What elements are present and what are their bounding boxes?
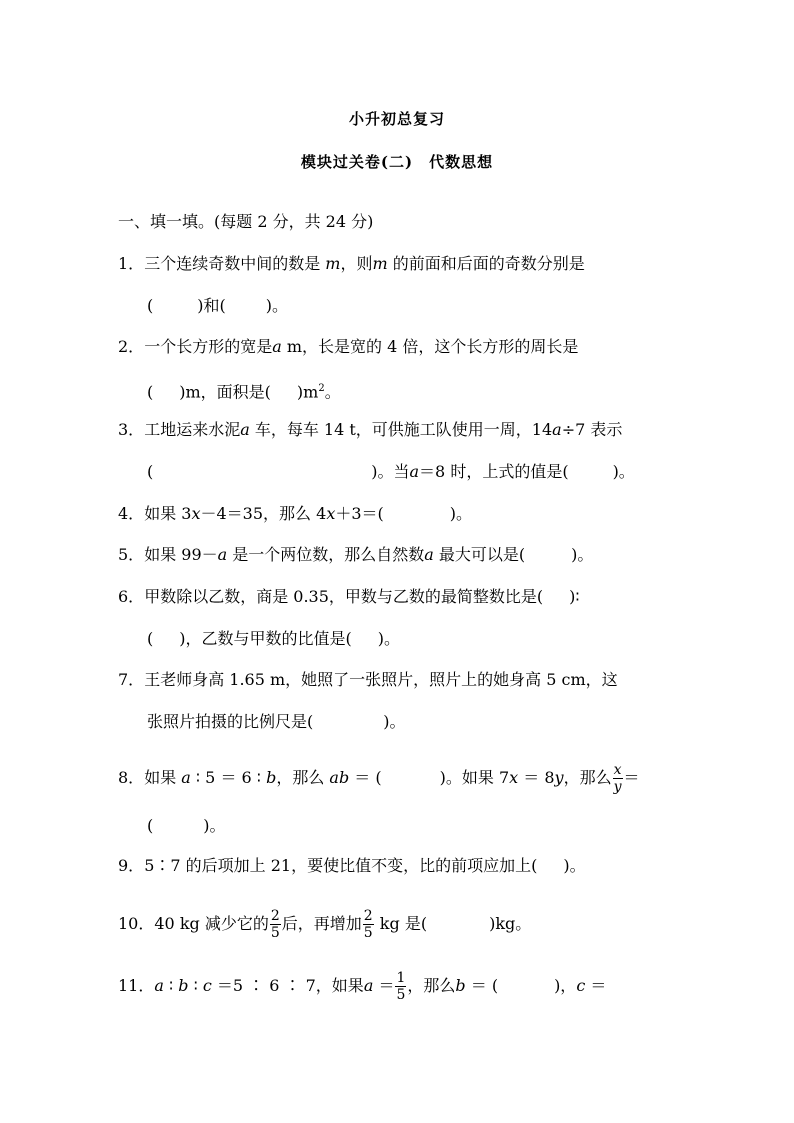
question-number: 10． xyxy=(118,914,155,933)
question-text: 是一个两位数，那么自然数 xyxy=(227,545,425,564)
variable: m xyxy=(372,254,388,273)
variable: c xyxy=(202,976,212,995)
variable: a xyxy=(409,462,420,481)
question-11 xyxy=(118,970,606,1003)
question-10 xyxy=(118,908,531,941)
fraction-denominator: 5 xyxy=(270,925,280,941)
question-8-answer-line xyxy=(147,816,226,836)
question-text: ＝5 ∶ 6 ∶ 7，如果 xyxy=(211,976,364,995)
blank-open: ( xyxy=(147,382,154,402)
question-text: )。如果 7 xyxy=(439,768,510,787)
section-heading: 一、填一填。(每题 2 分，共 24 分) xyxy=(118,212,374,231)
question-text: ，那么 xyxy=(407,976,456,995)
blank-close: )。 xyxy=(612,462,635,481)
question-text: ÷7 表示 xyxy=(561,420,623,439)
question-text: )m，面积是( xyxy=(179,382,271,402)
blank-close: )。 xyxy=(563,856,586,875)
variable: a xyxy=(240,420,250,439)
question-7-answer-line xyxy=(147,712,406,732)
page-subtitle: 模块过关卷(二) 代数思想 xyxy=(300,153,494,171)
variable: x xyxy=(326,504,336,523)
blank-open: ( xyxy=(147,296,154,315)
variable: a xyxy=(424,545,434,564)
variable: a xyxy=(217,545,228,564)
question-text: ，则 xyxy=(340,254,373,273)
variable: b xyxy=(455,976,466,995)
question-number: 6． xyxy=(118,587,145,606)
fraction-denominator: y xyxy=(613,779,622,795)
question-text: 甲数除以乙数，商是 0.35，甲数与乙数的最简整数比是( xyxy=(144,587,544,606)
variable: c xyxy=(576,976,586,995)
question-text: ＋3＝( xyxy=(335,504,384,523)
fraction-denominator: 5 xyxy=(363,925,373,941)
blank-close: )。 xyxy=(571,545,594,564)
fraction xyxy=(613,762,623,795)
blank-open: ( xyxy=(147,462,154,481)
question-text: 三个连续奇数中间的数是 xyxy=(144,254,321,273)
question-text: m，长是宽的 4 倍，这个长方形的周长是 xyxy=(281,337,579,356)
variable: y xyxy=(554,768,564,787)
question-text: 工地运来水泥 xyxy=(144,420,241,439)
question-number: 2． xyxy=(118,337,145,356)
blank-close: )。 xyxy=(449,504,473,523)
variable: ab xyxy=(329,768,350,787)
variable: x xyxy=(509,768,519,787)
question-text: ，那么 xyxy=(276,768,330,787)
question-text: ＝ ( xyxy=(465,976,499,995)
question-7 xyxy=(118,670,618,690)
fraction xyxy=(363,908,374,941)
question-text: )和( xyxy=(197,296,226,315)
question-text: 40 kg 减少它的 xyxy=(154,914,269,933)
question-text: ＝ xyxy=(623,768,640,787)
variable: b xyxy=(178,976,189,995)
question-text: )，乙数与甲数的比值是( xyxy=(179,629,352,648)
question-text: 如果 xyxy=(144,768,177,787)
question-number: 8． xyxy=(118,768,145,787)
question-text: 后，再增加 xyxy=(281,914,362,933)
question-9 xyxy=(118,856,586,876)
question-1-answer-line xyxy=(147,296,288,316)
question-number: 7． xyxy=(118,670,145,689)
question-3-answer-line xyxy=(147,462,635,482)
superscript: 2 xyxy=(318,383,325,394)
page-title: 小升初总复习 xyxy=(348,110,445,128)
blank-open: ( xyxy=(147,816,154,835)
question-1 xyxy=(118,254,585,274)
variable: m xyxy=(325,254,341,273)
question-text: ＝8 时，上式的值是( xyxy=(419,462,569,481)
question-text: 如果 3 xyxy=(144,504,192,523)
fraction xyxy=(270,908,281,941)
blank-open: ( xyxy=(147,629,154,648)
question-text: ＝ ( xyxy=(349,768,382,787)
question-number: 9． xyxy=(118,856,145,875)
variable: a xyxy=(272,337,282,356)
fraction-numerator: 2 xyxy=(270,908,280,924)
ratio-sign: ∶ xyxy=(163,976,179,995)
question-text: 车，每车 14 t，可供施工队使用一周，14 xyxy=(249,420,553,439)
question-text: )。当 xyxy=(371,462,410,481)
question-text: 王老师身高 1.65 m，她照了一张照片，照片上的她身高 5 cm，这 xyxy=(144,670,618,689)
fraction xyxy=(395,970,406,1003)
fraction-denominator: 5 xyxy=(396,987,406,1003)
blank-close: )。 xyxy=(265,296,288,315)
question-text: 如果 99－ xyxy=(144,545,218,564)
blank-close: )。 xyxy=(203,816,226,835)
question-text: 。 xyxy=(324,382,341,402)
question-text: 张照片拍摄的比例尺是( xyxy=(147,712,314,731)
fraction-numerator: 1 xyxy=(396,970,406,986)
question-text: ，那么 xyxy=(563,768,612,787)
question-text: ＝ xyxy=(585,976,607,995)
question-text: )∶ xyxy=(569,587,580,606)
question-8 xyxy=(118,762,640,795)
question-2-answer-line xyxy=(147,379,341,402)
variable: b xyxy=(266,768,277,787)
blank-close: )。 xyxy=(383,712,406,731)
fraction-numerator: x xyxy=(613,762,622,778)
variable: a xyxy=(154,976,164,995)
question-number: 11． xyxy=(118,976,155,995)
question-text: ∶ 5 ＝ 6 ∶ xyxy=(190,768,267,787)
variable: x xyxy=(191,504,201,523)
question-text: )kg。 xyxy=(489,914,532,933)
question-number: 1． xyxy=(118,254,145,273)
question-text: kg 是( xyxy=(374,914,428,933)
variable: a xyxy=(552,420,562,439)
ratio-sign: ∶ xyxy=(188,976,203,995)
question-text: 最大可以是( xyxy=(433,545,526,564)
question-text: 一个长方形的宽是 xyxy=(144,337,273,356)
question-6 xyxy=(118,587,580,607)
question-2 xyxy=(118,337,578,357)
question-number: 3． xyxy=(118,420,145,439)
question-text: ＝ 8 xyxy=(518,768,555,787)
question-3 xyxy=(118,420,622,440)
question-text: )， xyxy=(554,976,577,995)
question-text: －4＝35，那么 4 xyxy=(200,504,327,523)
variable: a xyxy=(363,976,374,995)
question-number: 4． xyxy=(118,504,145,523)
question-text: 5∶7 的后项加上 21，要使比值不变，比的前项应加上( xyxy=(144,856,538,875)
variable: a xyxy=(181,768,191,787)
question-number: 5． xyxy=(118,545,145,564)
question-4 xyxy=(118,504,472,524)
fraction-numerator: 2 xyxy=(363,908,373,924)
question-text: ＝ xyxy=(373,976,395,995)
question-6-answer-line xyxy=(147,629,400,649)
question-text: 的前面和后面的奇数分别是 xyxy=(392,254,585,273)
question-5 xyxy=(118,545,593,565)
question-text: )m xyxy=(296,382,319,402)
blank-close: )。 xyxy=(377,629,400,648)
